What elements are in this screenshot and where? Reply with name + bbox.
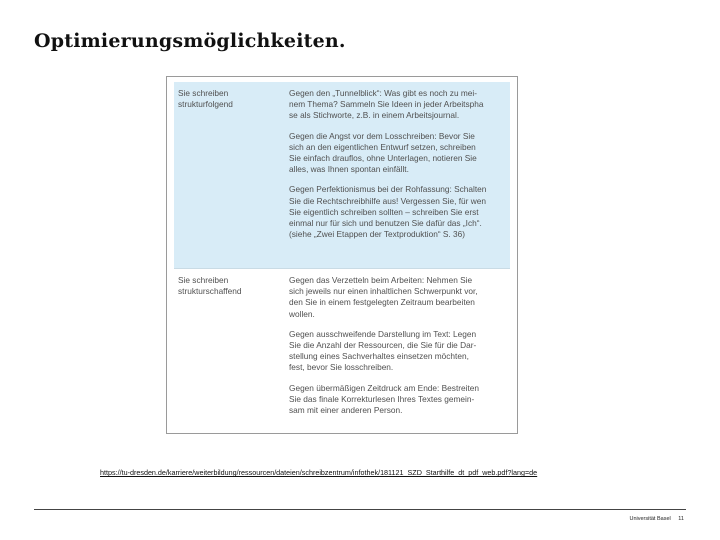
paragraph: Gegen den „Tunnelblick“: Was gibt es noch zu mei- nem Thema? Sammeln Sie Ideen in jeder Arbeitspha se als Stichworte, z.B. in einem Arbeitsjournal. bbox=[289, 88, 484, 121]
paragraph: Gegen das Verzetteln beim Arbeiten: Nehmen Sie sich jeweils nur einen inhaltlichen Schwerpunkt vor, den Sie in einem festgelegten Zeitraum bearbeiten wollen. bbox=[289, 275, 478, 319]
paragraph: Gegen ausschweifende Darstellung im Text: Legen Sie die Anzahl der Ressourcen, die Sie für die Dar- stellung eines Sachverhaltes einsetzen möchten, fest, bevor Sie losschreiben. bbox=[289, 328, 477, 373]
slide-title: Optimierungsmöglichkeiten. bbox=[34, 30, 346, 52]
table-row bbox=[174, 82, 510, 268]
source-link[interactable]: https://tu-dresden.de/karriere/weiterbildung/ressourcen/dateien/schreibzentrum/infothek/181121_SZD_Starthilfe_dt_pdf_web.pdf?lang=de bbox=[100, 468, 538, 477]
row-label: Sie schreiben strukturschaffend bbox=[178, 275, 242, 297]
page-number: 11 bbox=[678, 516, 684, 522]
footer-institution: Universität Basel bbox=[629, 516, 671, 522]
footer-divider bbox=[34, 509, 686, 510]
row-label: Sie schreiben strukturfolgend bbox=[178, 88, 233, 110]
paragraph: Gegen übermäßigen Zeitdruck am Ende: Bestreiten Sie das finale Korrekturlesen Ihres Textes gemein- sam mit einer anderen Person. bbox=[289, 382, 480, 416]
screenshot-table bbox=[166, 76, 518, 434]
paragraph: Gegen die Angst vor dem Losschreiben: Bevor Sie sich an den eigentlichen Entwurf setzen, schreiben Sie einfach drauflos, ohne Unterlagen, notieren Sie alles, was Ihnen spontan einfällt. bbox=[289, 130, 477, 175]
row-content bbox=[287, 82, 510, 268]
paragraph: Gegen Perfektionismus bei der Rohfassung: Schalten Sie die Rechtschreibhilfe aus! Vergessen Sie, für wen Sie eigentlich schreiben sollten – schreiben Sie erst einmal nur für sich und benutzen Sie dafür das „Ich“. (siehe „Zwei Etappen der Textproduktion“ S. 36) bbox=[289, 184, 487, 240]
row-content bbox=[287, 269, 510, 428]
footer bbox=[623, 516, 684, 522]
table-row bbox=[174, 268, 510, 428]
